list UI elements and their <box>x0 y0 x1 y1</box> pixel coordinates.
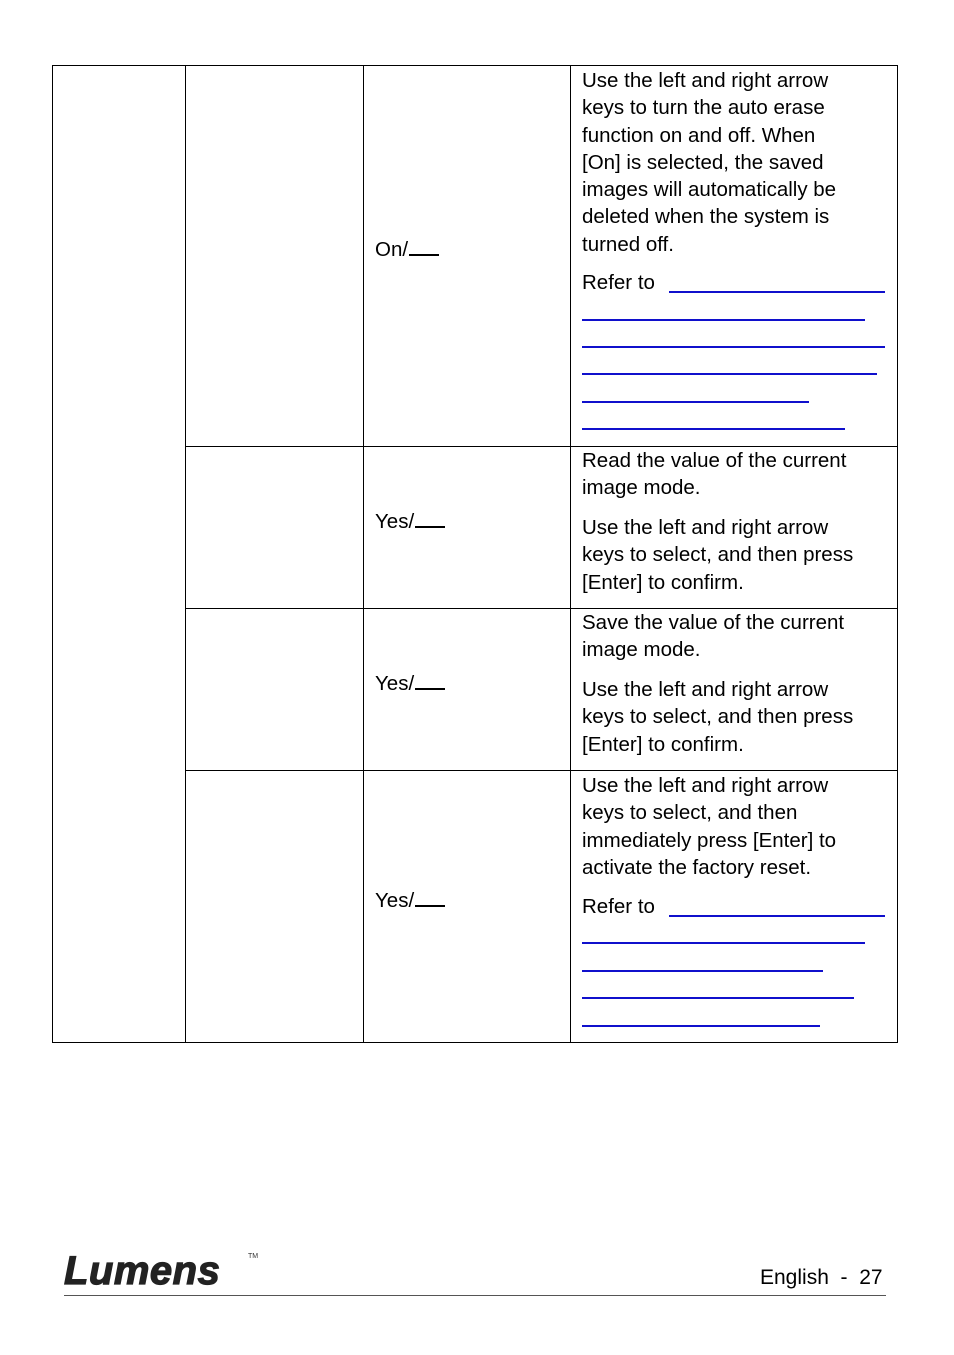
description-line: deleted when the system is <box>582 205 830 229</box>
description-line: keys to select, and then <box>582 801 798 825</box>
description-line: Save the value of the current <box>582 611 845 634</box>
description-line: turned off. <box>582 232 674 256</box>
reference-link[interactable] <box>582 970 823 972</box>
column-divider-1 <box>185 65 186 1043</box>
reference-link[interactable] <box>669 291 885 293</box>
option-value <box>375 510 445 534</box>
reference-link[interactable] <box>582 997 854 999</box>
logo-graphic <box>62 1246 262 1292</box>
column-divider-2 <box>363 65 364 1043</box>
reference-link[interactable] <box>582 373 877 375</box>
option-label: Yes/ <box>375 672 415 695</box>
description-paragraph <box>582 514 853 596</box>
description-line: Read the value of the current <box>582 449 847 472</box>
reference-link[interactable] <box>582 428 845 430</box>
option-value <box>375 889 445 913</box>
description-paragraph <box>582 609 844 664</box>
description-line: [On] is selected, the saved <box>582 150 824 174</box>
table-border-bottom <box>52 1042 898 1043</box>
reference-link[interactable] <box>582 319 865 321</box>
row-divider-3 <box>185 770 898 771</box>
description-line: keys to select, and then press <box>582 705 854 729</box>
reference-link[interactable] <box>582 942 865 944</box>
description-paragraph <box>582 676 853 758</box>
description-line: image mode. <box>582 476 701 500</box>
table-border-left <box>52 65 53 1043</box>
reference-link[interactable] <box>582 346 885 348</box>
column-divider-3 <box>570 65 571 1043</box>
description-line: [Enter] to confirm. <box>582 732 744 756</box>
option-label: Yes/ <box>375 889 415 912</box>
reference-link[interactable] <box>582 401 809 403</box>
option-value <box>375 672 445 696</box>
description-line: images will automatically be <box>582 178 837 202</box>
description-line: [Enter] to confirm. <box>582 570 744 594</box>
lumens-logo <box>62 1246 262 1297</box>
option-value <box>375 238 439 262</box>
description-line: Use the left and right arrow <box>582 69 829 92</box>
trademark-symbol: TM <box>248 1253 259 1260</box>
description-line: Use the left and right arrow <box>582 774 829 797</box>
table-border-right <box>897 65 898 1043</box>
option-blank <box>415 672 445 690</box>
option-blank <box>415 510 445 528</box>
table-border-top <box>52 65 898 66</box>
page-number: English - 27 <box>760 1266 883 1289</box>
description-line: Use the left and right arrow <box>582 516 829 539</box>
logo-wordmark: Lumens <box>64 1249 221 1292</box>
description-line: immediately press [Enter] to <box>582 828 837 852</box>
description-line: activate the factory reset. <box>582 855 812 879</box>
option-label: On/ <box>375 238 409 261</box>
settings-table <box>52 65 898 1043</box>
option-label: Yes/ <box>375 510 415 533</box>
option-blank <box>409 238 439 256</box>
option-blank <box>415 889 445 907</box>
description-line: function on and off. When <box>582 123 816 147</box>
reference-link[interactable] <box>669 915 885 917</box>
description-paragraph <box>582 67 836 258</box>
refer-to-label: Refer to <box>582 271 655 294</box>
description-paragraph <box>582 447 846 502</box>
description-line: image mode. <box>582 638 701 662</box>
description-line: keys to select, and then press <box>582 543 854 567</box>
description-line: keys to turn the auto erase <box>582 96 825 120</box>
description-line: Use the left and right arrow <box>582 678 829 701</box>
refer-to-label: Refer to <box>582 895 655 918</box>
reference-link[interactable] <box>582 1025 820 1027</box>
footer-divider <box>64 1295 886 1296</box>
description-paragraph <box>582 772 836 881</box>
